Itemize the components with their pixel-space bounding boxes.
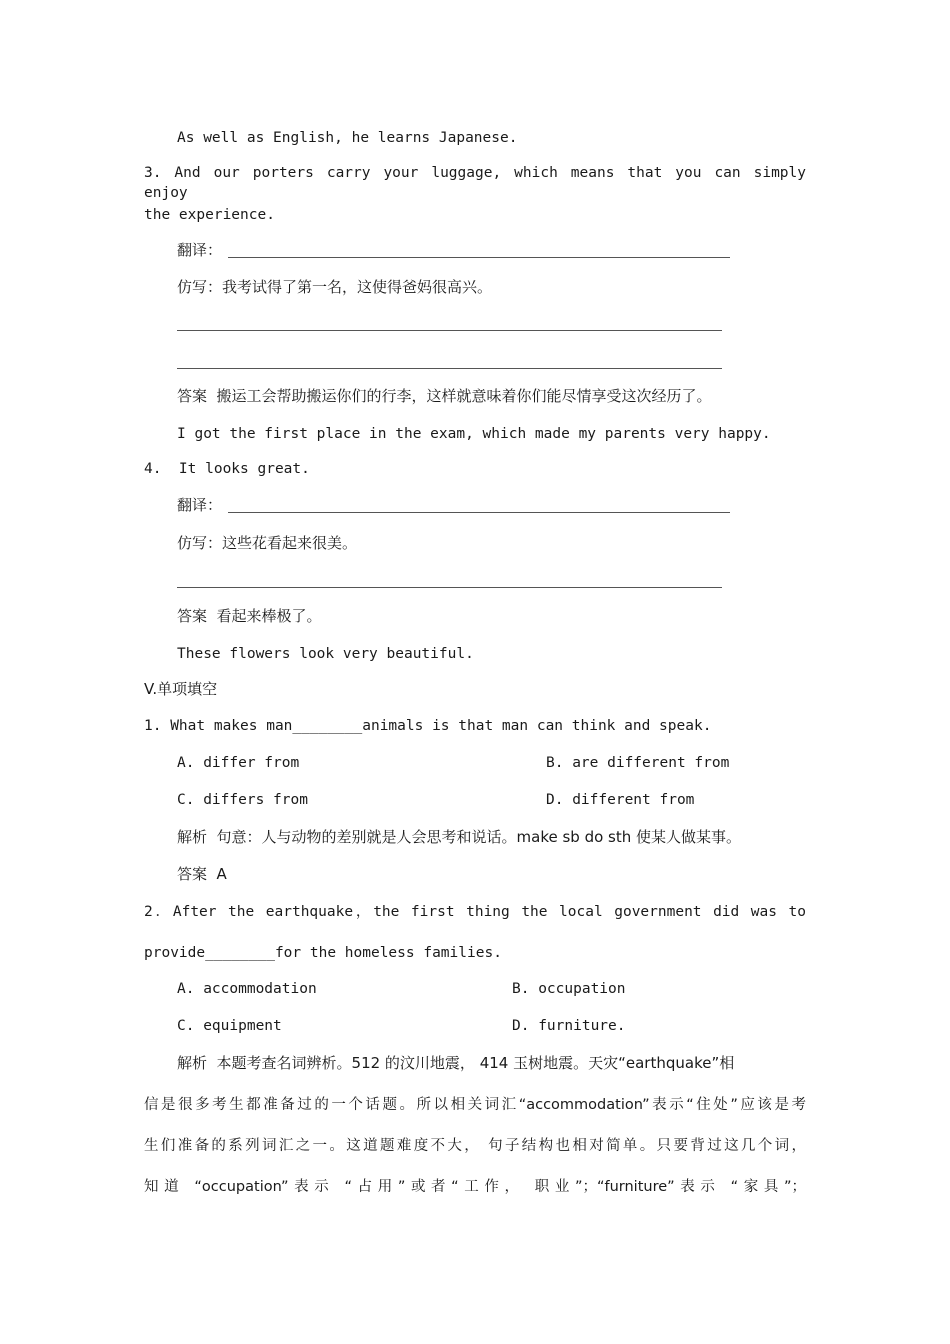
q3-translate-blank[interactable] xyxy=(228,257,730,258)
q3-imitate-blank-2[interactable] xyxy=(177,368,722,369)
q3-answer-chinese: 答案 搬运工会帮助搬运你们的行李，这样就意味着你们能尽情享受这次经历了。 xyxy=(177,387,712,405)
q4-answer-chinese: 答案 看起来棒极了。 xyxy=(177,607,322,625)
q3-sentence-line2: the experience. xyxy=(144,207,275,223)
mc2-option-c[interactable]: C. equipment xyxy=(177,1018,282,1034)
mc2-option-d[interactable]: D. furniture. xyxy=(512,1018,626,1034)
mc2-analysis-line3: 生们准备的系列词汇之一。这道题难度不大， 句子结构也相对简单。只要背过这几个词， xyxy=(144,1138,806,1154)
mc1-option-a[interactable]: A. differ from xyxy=(177,755,300,771)
mc1-option-b[interactable]: B. are different from xyxy=(546,755,730,771)
mc1-analysis: 解析 句意：人与动物的差别就是人会思考和说话。make sb do sth 使某人做某事。 xyxy=(177,828,742,846)
mc2-stem-line2: provide________for the homeless families. xyxy=(144,945,502,961)
mc2-analysis-line4: 知道 “occupation”表示 “占用”或者“工作， 职业”；“furniture”表示 “家具”； xyxy=(144,1179,806,1195)
mc2-analysis-line2: 信是很多考生都准备过的一个话题。所以相关词汇“accommodation”表示“住处”应该是考 xyxy=(144,1097,806,1113)
q2-example-sentence: As well as English, he learns Japanese. xyxy=(177,130,518,146)
q4-answer-english: These flowers look very beautiful. xyxy=(177,646,474,662)
q4-translate-label: 翻译： xyxy=(177,496,223,514)
mc1-option-c[interactable]: C. differs from xyxy=(177,792,308,808)
q3-translate-label: 翻译： xyxy=(177,241,223,259)
mc2-option-b[interactable]: B. occupation xyxy=(512,981,626,997)
mc1-answer: 答案 A xyxy=(177,865,227,883)
q3-imitate-prompt: 仿写：我考试得了第一名，这使得爸妈很高兴。 xyxy=(177,278,493,296)
q4-sentence: 4. It looks great. xyxy=(144,461,310,477)
section-title: V.单项填空 xyxy=(144,680,218,698)
mc2-analysis-line1: 解析 本题考查名词辨析。512 的汶川地震， 414 玉树地震。天灾“earthquake”相 xyxy=(177,1054,735,1072)
q4-imitate-prompt: 仿写：这些花看起来很美。 xyxy=(177,534,358,552)
mc1-option-d[interactable]: D. different from xyxy=(546,792,695,808)
mc1-stem: 1. What makes man________animals is that man can think and speak. xyxy=(144,718,712,734)
mc2-stem-line1: 2．After the earthquake，the first thing the local government did was to xyxy=(144,904,806,920)
q3-sentence-line1: 3. And our porters carry your luggage, which means that you can simply enjoy xyxy=(144,165,806,201)
q3-imitate-blank-1[interactable] xyxy=(177,330,722,331)
q4-imitate-blank[interactable] xyxy=(177,587,722,588)
q4-translate-blank[interactable] xyxy=(228,512,730,513)
q3-answer-english: I got the first place in the exam, which made my parents very happy. xyxy=(177,426,771,442)
mc2-option-a[interactable]: A. accommodation xyxy=(177,981,317,997)
